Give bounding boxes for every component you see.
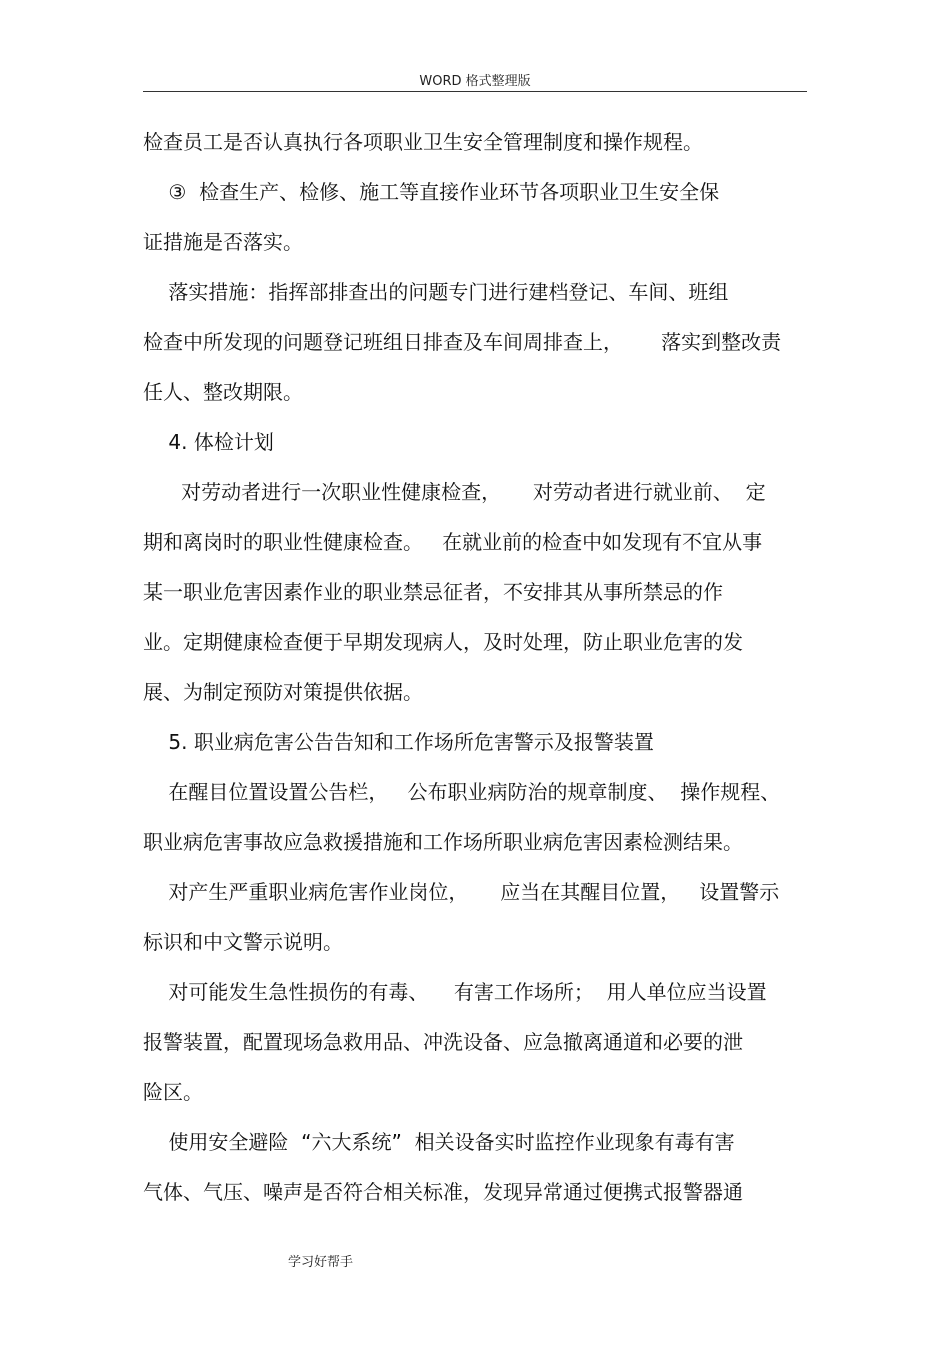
body-line: 对产生严重职业病危害作业岗位， 应当在其醒目位置， 设置警示	[143, 880, 780, 904]
body-line: 职业病危害事故应急救援措施和工作场所职业病危害因素检测结果。	[143, 830, 743, 854]
body-line: 使用安全避险 “六大系统” 相关设备实时监控作业现象有毒有害	[143, 1130, 735, 1154]
header-divider	[143, 91, 807, 92]
body-line: 检查员工是否认真执行各项职业卫生安全管理制度和操作规程。	[143, 130, 703, 154]
body-line: 某一职业危害因素作业的职业禁忌征者，不安排其从事所禁忌的作	[143, 580, 723, 604]
body-line: 对可能发生急性损伤的有毒、 有害工作场所； 用人单位应当设置	[143, 980, 767, 1004]
body-line: 任人、整改期限。	[143, 380, 303, 404]
body-line: 标识和中文警示说明。	[143, 930, 343, 954]
section-heading: 5. 职业病危害公告告知和工作场所危害警示及报警装置	[143, 730, 654, 754]
page-header: WORD 格式整理版	[419, 74, 531, 89]
body-line: 展、为制定预防对策提供依据。	[143, 680, 423, 704]
body-line: 业。定期健康检查便于早期发现病人，及时处理，防止职业危害的发	[143, 630, 743, 654]
section-heading: 4. 体检计划	[143, 430, 274, 454]
body-line: 对劳动者进行一次职业性健康检查， 对劳动者进行就业前、 定	[143, 480, 766, 504]
body-line: 期和离岗时的职业性健康检查。 在就业前的检查中如发现有不宜从事	[143, 530, 763, 554]
body-line: 险区。	[143, 1080, 203, 1104]
body-line: 报警装置，配置现场急救用品、冲洗设备、应急撤离通道和必要的泄	[143, 1030, 743, 1054]
body-line: 证措施是否落实。	[143, 230, 303, 254]
body-line: 检查中所发现的问题登记班组日排查及车间周排查上， 落实到整改责	[143, 330, 782, 354]
body-line: 落实措施：指挥部排查出的问题专门进行建档登记、车间、班组	[143, 280, 729, 304]
body-line: 在醒目位置设置公告栏， 公布职业病防治的规章制度、 操作规程、	[143, 780, 781, 804]
body-line: ③ 检查生产、检修、施工等直接作业环节各项职业卫生安全保	[143, 180, 720, 204]
body-line: 气体、气压、噪声是否符合相关标准，发现异常通过便携式报警器通	[143, 1180, 743, 1204]
page-footer: 学习好帮手	[288, 1255, 354, 1270]
